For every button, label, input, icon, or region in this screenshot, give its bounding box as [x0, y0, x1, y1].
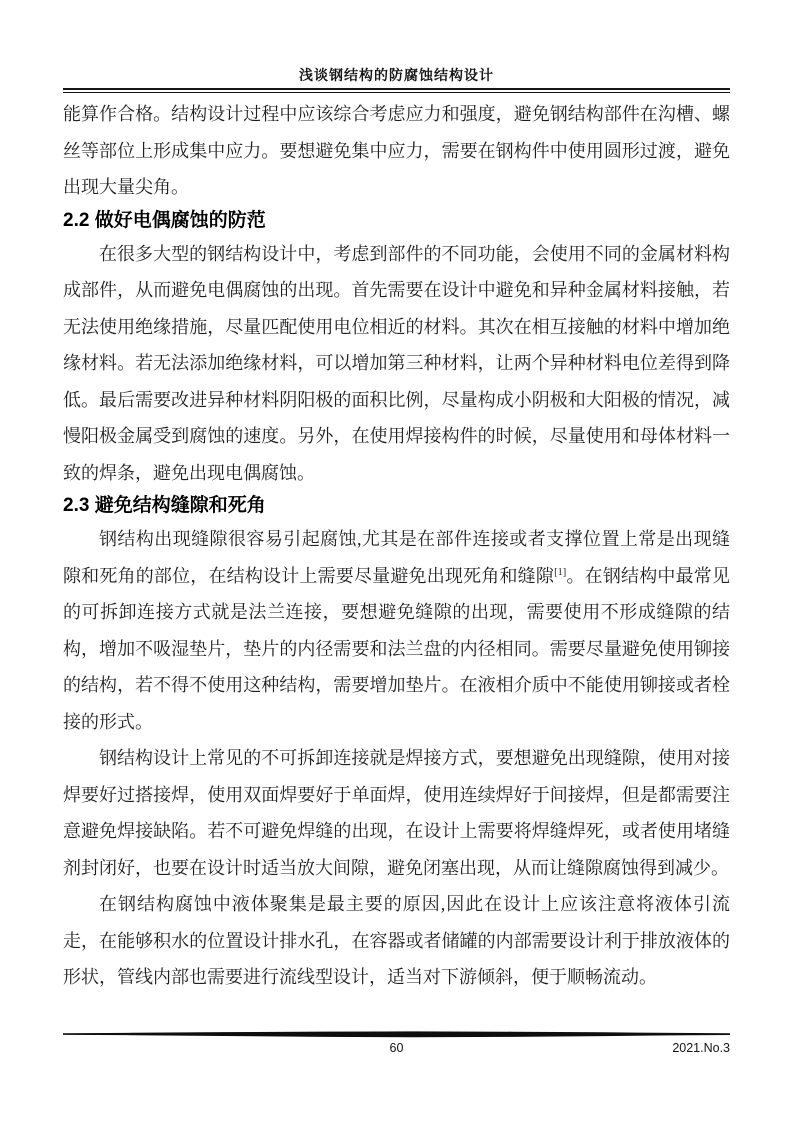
footer-row — [63, 1041, 730, 1059]
section-heading-2-3: 2.3 避免结构缝隙和死角 — [63, 495, 266, 516]
page-footer — [63, 1031, 730, 1059]
paragraph-liquid-drainage: 在钢结构腐蚀中液体聚集是最主要的原因,因此在设计上应该注意将液体引流走，在能够积水的位置设计排水孔，在容器或者储罐的内部需要设计利于排放液体的形状，管线内部也需要进行流线型设计，适当对下游倾斜，便于顺畅流动。 — [63, 894, 730, 987]
paragraph-welding: 钢结构设计上常见的不可拆卸连接就是焊接方式，要想避免出现缝隙，使用对接焊要好过搭接焊，使用双面焊要好于单面焊，使用连续焊好于间接焊，但是都需要注意避免焊接缺陷。若不可避免焊缝的出现，在设计上需要将焊缝焊死，或者使用堵缝剂封闭好，也要在设计时适当放大间隙，避免闭塞出现，从而让缝隙腐蚀得到减少。 — [63, 748, 730, 878]
paragraph-crevice-1 — [63, 521, 730, 740]
paragraph-stress-design: 能算作合格。结构设计过程中应该综合考虑应力和强度，避免钢结构部件在沟槽、螺丝等部位上形成集中应力。要想避免集中应力，需要在钢构件中使用圆形过渡，避免出现大量尖角。 — [63, 104, 730, 197]
paragraph-galvanic-corrosion: 在很多大型的钢结构设计中，考虑到部件的不同功能，会使用不同的金属材料构成部件，从而避免电偶腐蚀的出现。首先需要在设计中避免和异种金属材料接触，若无法使用绝缘措施，尽量匹配使用电位相近的材料。其次在相互接触的材料中增加绝缘材料。若无法添加绝缘材料，可以增加第三种材料，让两个异种材料电位差得到降低。最后需要改进异种材料阴阳极的面积比例，尽量构成小阴极和大阳极的情况，减慢阳极金属受到腐蚀的速度。另外，在使用焊接构件的时候，尽量使用和母体材料一致的焊条，避免出现电偶腐蚀。 — [63, 243, 730, 483]
page-number: 60 — [389, 1041, 404, 1055]
paragraph-text-after-ref: 。在钢结构中最常见的可拆卸连接方式就是法兰连接，要想避免缝隙的出现，需要使用不形成缝隙的结构，增加不吸湿垫片，垫片的内径需要和法兰盘的内径相同。需要尽量避免使用铆接的结构，若不得不使用这种结构，需要增加垫片。在液相介质中不能使用铆接或者栓接的形式。 — [63, 565, 730, 732]
running-head-title: 浅谈钢结构的防腐蚀结构设计 — [299, 69, 494, 84]
citation-ref-1: [1] — [554, 566, 567, 578]
section-heading-2-2: 2.2 做好电偶腐蚀的防范 — [63, 209, 266, 231]
header-double-rule — [63, 88, 730, 93]
running-head — [63, 0, 730, 93]
paragraph-text-before-ref: 钢结构出现缝隙很容易引起腐蚀,尤其是在部件连接或者支撑位置上常是出现缝隙和死角的部位，在结构设计上需要尽量避免出现死角和缝隙 — [63, 529, 730, 586]
issue-label: 2021.No.3 — [672, 1041, 730, 1055]
page-body — [63, 96, 730, 996]
footer-rule — [63, 1031, 730, 1039]
